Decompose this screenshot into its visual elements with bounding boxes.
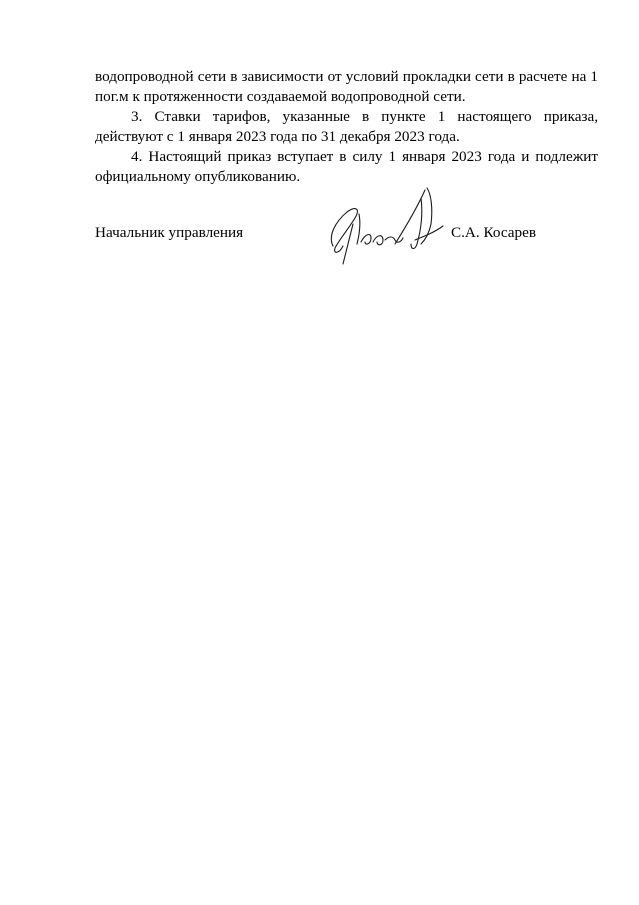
signatory-position: Начальник управления bbox=[95, 224, 244, 241]
signatory-name: С.А. Косарев bbox=[451, 224, 537, 241]
paragraph-item-3: 3. Ставки тарифов, указанные в пункте 1 настоящего приказа, действуют с 1 января 2023 года по 31 декабря 2023 года. bbox=[95, 108, 598, 145]
paragraph-continuation: водопроводной сети в зависимости от условий прокладки сети в расчете на 1 пог.м к протяженности создаваемой водопроводной сети. bbox=[95, 68, 598, 105]
paragraph-item-4: 4. Настоящий приказ вступает в силу 1 января 2023 года и подлежит официальному опубликованию. bbox=[95, 148, 598, 185]
document-body bbox=[95, 67, 598, 187]
signature-block bbox=[95, 223, 598, 243]
